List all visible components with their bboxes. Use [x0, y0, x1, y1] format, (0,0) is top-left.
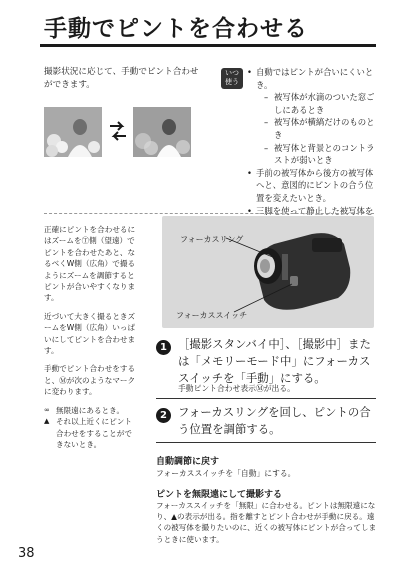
- dash-icon: –: [264, 92, 269, 103]
- page-title: 手動でピントを合わせる: [44, 16, 308, 42]
- bullet-icon: •: [247, 67, 252, 77]
- step-number: 1: [156, 340, 171, 355]
- step-number: 2: [156, 408, 171, 423]
- note-icon-line1: いつ: [225, 69, 239, 77]
- side-mark-list: [44, 405, 136, 451]
- step-1-text: ［撮影スタンバイ中］、［撮影中］または「メモリーモード中」にフォーカススイッチを「手動」にする。: [178, 337, 371, 385]
- swap-arrows-icon: [108, 118, 128, 144]
- infinity-heading: ピントを無限遠にして撮影する: [156, 490, 283, 500]
- label-focus-ring: フォーカスリング: [180, 235, 244, 244]
- dash-icon: –: [264, 117, 269, 128]
- side-tip-marks: 手動でピント合わせをすると、Ⓜが次のようなマークに変わります。: [44, 364, 136, 397]
- note-sub-text: 被写体が水滴のついた窓ごしにあるとき: [274, 92, 375, 115]
- title-rule: [40, 44, 376, 47]
- mountain-icon: ▲: [44, 417, 50, 426]
- photo-focus-foreground: [44, 107, 102, 157]
- note-item-text: 三脚を使って静止した被写体を: [256, 205, 374, 216]
- auto-body: フォーカススイッチを「自動」にする。: [156, 469, 296, 478]
- side-mark-text: 無限遠にあるとき。: [56, 405, 125, 415]
- step-divider: [156, 398, 376, 399]
- note-sub-item: [256, 116, 381, 141]
- note-item-text: 自動ではピントが合いにくいとき。: [256, 67, 374, 90]
- side-tip-zoom: 正確にピントを合わせるにはズームをⓉ側（望遠）でピントを合わせたあと、なるべくW側（広角）で撮るようにズームを調節するとピントが合いやすくなります。: [44, 225, 136, 303]
- note-when-icon: [221, 68, 243, 89]
- step-2-text: フォーカスリングを回し、ピントの合う位置を調節する。: [178, 405, 371, 436]
- intro-text: 撮影状況に応じて、手動でピント合わせができます。: [44, 67, 199, 90]
- note-sub-item: [256, 91, 381, 116]
- note-item: [247, 66, 381, 167]
- note-sub-item: [256, 142, 381, 167]
- side-mark-text: それ以上近くにピント合わせをすることができないとき。: [56, 417, 132, 449]
- side-notes: [44, 224, 136, 450]
- label-focus-switch: フォーカススイッチ: [176, 311, 248, 320]
- note-icon-line2: 使う: [225, 78, 239, 86]
- infinity-body: フォーカススイッチを「無限」に合わせる。ピントは無限遠になり、▲の表示が出る。指を離すとピント合わせが手動に戻る。遠くの被写体を撮りたいのに、近くの被写体にピントが合ってしまうときに使います。: [156, 501, 377, 544]
- bullet-icon: •: [247, 167, 252, 178]
- side-mark-item: [44, 405, 136, 416]
- note-item: [247, 167, 381, 205]
- page-number: 38: [18, 546, 35, 561]
- bullet-icon: •: [247, 205, 252, 216]
- step-divider: [156, 442, 376, 443]
- note-sub-text: 被写体が横縞だけのものとき: [274, 117, 375, 140]
- dash-icon: –: [264, 142, 269, 153]
- note-item-text: 手前の被写体から後方の被写体へと、意図的にピントの合う位置を変えたいとき。: [256, 167, 374, 203]
- note-sub-text: 被写体と背景とのコントラストが弱いとき: [274, 142, 375, 166]
- section-divider: [44, 213, 374, 214]
- step-1-subtext: 手動ピント合わせ表示Ⓜが出る。: [178, 384, 295, 393]
- auto-heading: 自動調節に戻す: [156, 457, 220, 467]
- infinity-icon: ∞: [44, 405, 50, 414]
- side-mark-item: [44, 416, 136, 450]
- photo-focus-background: [133, 107, 191, 157]
- side-tip-closeup: 近づいて大きく撮るときズームをW側（広角）いっぱいにしてピントを合わせます。: [44, 311, 136, 356]
